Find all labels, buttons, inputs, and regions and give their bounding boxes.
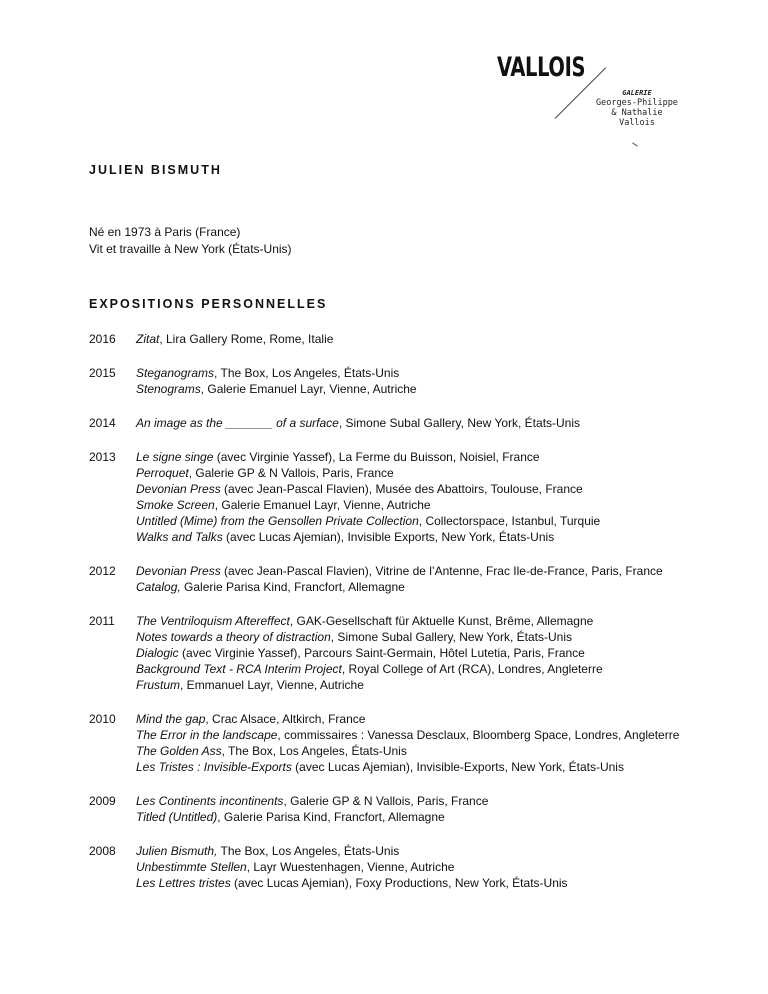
exhibition-entry — [136, 727, 689, 743]
exhibition-details: , Royal College of Art (RCA), Londres, Angleterre — [341, 662, 603, 676]
exhibition-title: Stenograms — [136, 382, 201, 396]
exhibition-title: Frustum — [136, 678, 181, 692]
exhibition-year: 2015 — [89, 366, 116, 380]
exhibition-title: Mind the gap — [136, 712, 206, 726]
exhibition-entry — [136, 481, 689, 497]
exhibition-entries — [136, 449, 689, 545]
exhibition-details: (avec Jean-Pascal Flavien), Vitrine de l’Antenne, Frac Ile-de-France, Paris, France — [220, 564, 663, 578]
exhibition-entries — [136, 365, 689, 397]
exhibition-entry — [136, 843, 689, 859]
exhibition-details: , GAK-Gesellschaft für Aktuelle Kunst, Brême, Allemagne — [289, 614, 594, 628]
logo-name-line: Georges-Philippe — [596, 98, 678, 108]
exhibition-year: 2013 — [89, 450, 116, 464]
exhibition-details: Galerie Parisa Kind, Francfort, Allemagne — [180, 580, 405, 594]
artist-bio — [89, 224, 292, 258]
exhibition-title: Le signe singe — [136, 450, 214, 464]
logo-tick-mark — [632, 142, 637, 146]
exhibition-title: Les Tristes : Invisible-Exports — [136, 760, 292, 774]
exhibition-title: Perroquet — [136, 466, 189, 480]
exhibition-title: The Error in the landscape — [136, 728, 278, 742]
bio-line: Né en 1973 à Paris (France) — [89, 225, 241, 239]
exhibition-title: Background Text - RCA Interim Project — [136, 662, 342, 676]
exhibition-details: (avec Virginie Yassef), Parcours Saint-Germain, Hôtel Lutetia, Paris, France — [178, 646, 585, 660]
exhibition-entry — [136, 859, 689, 875]
exhibition-details: , Collectorspace, Istanbul, Turquie — [418, 514, 601, 528]
exhibition-entry — [136, 793, 689, 809]
exhibition-year: 2011 — [89, 614, 115, 628]
exhibition-details: , Galerie Parisa Kind, Francfort, Allemagne — [217, 810, 445, 824]
exhibition-entry — [136, 449, 689, 465]
exhibitions-list — [89, 331, 689, 891]
exhibition-title: Catalog, — [136, 580, 181, 594]
exhibition-title: Titled (Untitled) — [136, 810, 218, 824]
exhibition-details: , Galerie Emanuel Layr, Vienne, Autriche — [200, 382, 417, 396]
exhibition-year-group — [89, 449, 689, 545]
exhibition-entries — [136, 613, 689, 693]
exhibition-entries — [136, 793, 689, 825]
exhibition-details: , Layr Wuestenhagen, Vienne, Autriche — [246, 860, 455, 874]
exhibition-entry — [136, 563, 689, 579]
exhibition-year-group — [89, 415, 689, 431]
exhibition-entry — [136, 661, 689, 677]
exhibition-entry — [136, 743, 689, 759]
section-title: EXPOSITIONS PERSONNELLES — [89, 297, 328, 311]
exhibition-details: , commissaires : Vanessa Desclaux, Bloomberg Space, Londres, Angleterre — [277, 728, 680, 742]
logo-gallery-names — [592, 88, 682, 128]
logo-galerie-label: GALERIE — [622, 89, 652, 97]
exhibition-title: Devonian Press — [136, 482, 221, 496]
exhibition-title: Untitled (Mime) from the Gensollen Private Collection — [136, 514, 419, 528]
exhibition-entry — [136, 415, 689, 431]
exhibition-title: Julien Bismuth, — [136, 844, 218, 858]
exhibition-entry — [136, 513, 689, 529]
exhibition-entry — [136, 497, 689, 513]
exhibition-details: , Emmanuel Layr, Vienne, Autriche — [180, 678, 364, 692]
exhibition-entries — [136, 331, 689, 347]
exhibition-year-group — [89, 843, 689, 891]
exhibition-details: , Lira Gallery Rome, Rome, Italie — [159, 332, 334, 346]
exhibition-title: Unbestimmte Stellen — [136, 860, 247, 874]
exhibition-year: 2014 — [89, 416, 116, 430]
exhibition-year-group — [89, 563, 689, 595]
exhibition-title: Les Continents incontinents — [136, 794, 284, 808]
exhibition-title: Devonian Press — [136, 564, 221, 578]
exhibition-title: Notes towards a theory of distraction — [136, 630, 331, 644]
exhibition-details: , Galerie GP & N Vallois, Paris, France — [188, 466, 394, 480]
exhibition-details: , Galerie Emanuel Layr, Vienne, Autriche — [214, 498, 431, 512]
exhibition-year-group — [89, 613, 689, 693]
exhibition-entry — [136, 677, 689, 693]
exhibition-title: The Ventriloquism Aftereffect — [136, 614, 290, 628]
exhibition-details: , Simone Subal Gallery, New York, États-Unis — [338, 416, 581, 430]
bio-line: Vit et travaille à New York (États-Unis) — [89, 242, 292, 256]
exhibition-entry — [136, 629, 689, 645]
exhibition-details: , Galerie GP & N Vallois, Paris, France — [283, 794, 489, 808]
exhibition-entries — [136, 415, 689, 431]
exhibition-year: 2008 — [89, 844, 116, 858]
exhibition-entries — [136, 711, 689, 775]
exhibition-year-group — [89, 793, 689, 825]
exhibition-details: , The Box, Los Angeles, États-Unis — [214, 366, 400, 380]
exhibition-details: (avec Jean-Pascal Flavien), Musée des Abattoirs, Toulouse, France — [220, 482, 583, 496]
exhibition-details: (avec Lucas Ajemian), Invisible Exports, New York, États-Unis — [222, 530, 555, 544]
exhibition-entry — [136, 759, 689, 775]
gallery-logo — [497, 52, 687, 152]
logo-wordmark: VALLOIS — [497, 52, 586, 83]
exhibition-title: Walks and Talks — [136, 530, 223, 544]
exhibition-details: , Crac Alsace, Altkirch, France — [205, 712, 366, 726]
exhibition-year-group — [89, 331, 689, 347]
exhibition-entry — [136, 365, 689, 381]
logo-name-line: & Nathalie — [611, 108, 663, 118]
exhibition-title: The Golden Ass — [136, 744, 222, 758]
exhibition-details: The Box, Los Angeles, États-Unis — [217, 844, 400, 858]
artist-name: JULIEN BISMUTH — [89, 163, 222, 177]
exhibition-entry — [136, 711, 689, 727]
exhibition-entry — [136, 381, 689, 397]
exhibition-details: , Simone Subal Gallery, New York, États-Unis — [330, 630, 572, 644]
exhibition-title: Zitat — [136, 332, 160, 346]
logo-name-line: Vallois — [619, 118, 655, 128]
exhibition-entry — [136, 613, 689, 629]
exhibition-title: An image as the _______ of a surface — [136, 416, 339, 430]
exhibition-details: , The Box, Los Angeles, États-Unis — [221, 744, 407, 758]
exhibition-details: (avec Lucas Ajemian), Invisible-Exports, New York, États-Unis — [291, 760, 624, 774]
exhibition-title: Steganograms — [136, 366, 215, 380]
exhibition-entry — [136, 465, 689, 481]
exhibition-entry — [136, 809, 689, 825]
exhibition-year: 2016 — [89, 332, 116, 346]
exhibition-details: (avec Virginie Yassef), La Ferme du Buisson, Noisiel, France — [213, 450, 540, 464]
exhibition-title: Les Lettres tristes — [136, 876, 231, 890]
exhibition-title: Smoke Screen — [136, 498, 215, 512]
exhibition-year: 2009 — [89, 794, 116, 808]
exhibition-entries — [136, 563, 689, 595]
exhibition-entry — [136, 579, 689, 595]
exhibition-entry — [136, 331, 689, 347]
exhibition-year: 2010 — [89, 712, 116, 726]
exhibition-entry — [136, 875, 689, 891]
exhibition-entry — [136, 645, 689, 661]
exhibition-year-group — [89, 365, 689, 397]
exhibition-year-group — [89, 711, 689, 775]
exhibition-title: Dialogic — [136, 646, 179, 660]
exhibition-entries — [136, 843, 689, 891]
exhibition-details: (avec Lucas Ajemian), Foxy Productions, New York, États-Unis — [230, 876, 568, 890]
exhibition-entry — [136, 529, 689, 545]
exhibition-year: 2012 — [89, 564, 116, 578]
